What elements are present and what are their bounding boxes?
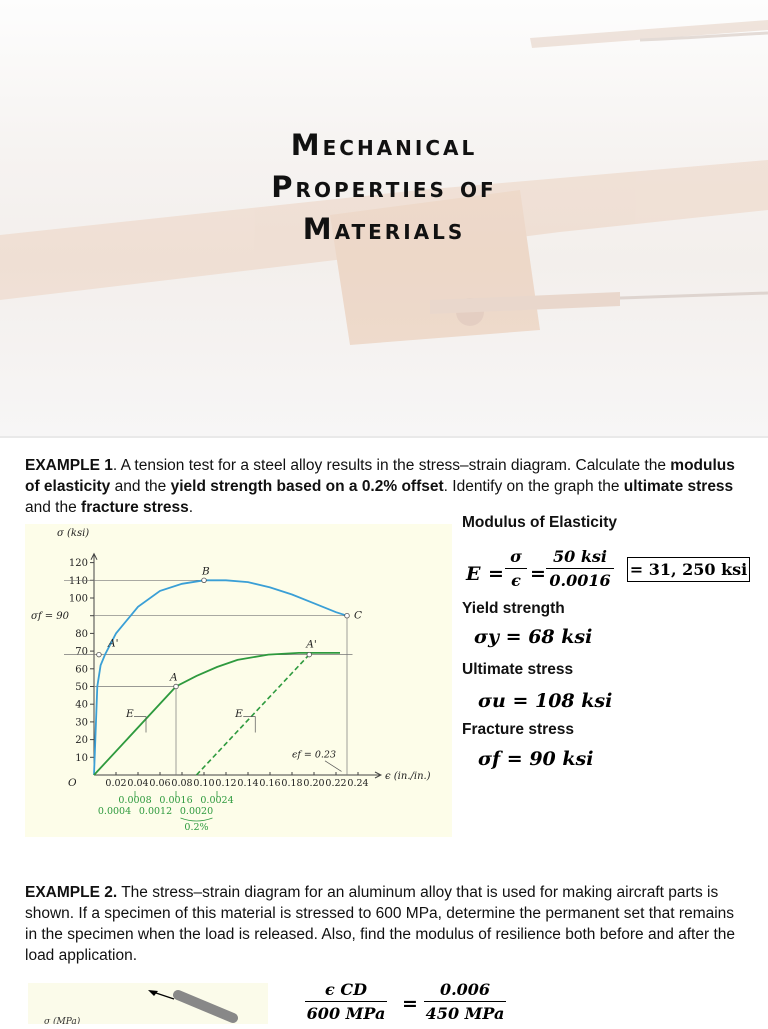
example1-label: EXAMPLE 1 bbox=[25, 457, 113, 474]
example1-b3: ultimate stress bbox=[623, 478, 734, 495]
x-tick-label: 0.18 bbox=[281, 778, 303, 789]
specimen-figure bbox=[28, 983, 268, 1024]
expanded-tick-label: 0.0024 bbox=[200, 795, 234, 806]
y-tick-label: 100 bbox=[68, 593, 88, 605]
x-tick-label: 0.08 bbox=[171, 778, 193, 789]
modulus-fraction bbox=[546, 547, 614, 590]
x-tick-label: 0.02 bbox=[105, 778, 127, 789]
modulus-result-box: = 31, 250 ksi bbox=[627, 557, 750, 582]
yield-equation: σy = 68 ksi bbox=[474, 626, 593, 648]
example1-b1: modulus of elasticity bbox=[25, 457, 735, 495]
example1-t2: and the bbox=[110, 478, 171, 495]
ultimate-equation: σu = 108 ksi bbox=[478, 690, 613, 712]
page-title bbox=[0, 124, 768, 250]
example1-b4: fracture stress bbox=[81, 499, 189, 516]
ratio-left bbox=[305, 980, 387, 1023]
title-banner bbox=[0, 0, 768, 436]
offset-brace bbox=[181, 818, 213, 821]
expanded-tick-label: 0.0016 bbox=[159, 795, 193, 806]
x-tick-label: 0.06 bbox=[149, 778, 171, 789]
example1-t4: and the bbox=[25, 499, 82, 516]
example1-text bbox=[25, 455, 745, 518]
x-tick-label: 0.04 bbox=[127, 778, 149, 789]
y-tick-label: 110 bbox=[68, 575, 88, 587]
ratio-left-den: 600 MPa bbox=[306, 1004, 386, 1023]
y-tick-label: 30 bbox=[75, 717, 88, 729]
equals-sign-2: = bbox=[530, 563, 546, 585]
fracture-strain-pointer bbox=[325, 761, 342, 772]
title-line-2: Properties of bbox=[271, 170, 497, 204]
example1-b2: yield strength based on a 0.2% offset bbox=[170, 478, 444, 495]
point-label: A bbox=[170, 671, 178, 684]
y-tick-label: σf = 90 bbox=[31, 611, 69, 623]
ratio-right-num: 0.006 bbox=[439, 980, 491, 999]
title-line-1: Mechanical bbox=[290, 128, 478, 162]
expanded-tick-label: 0.0012 bbox=[138, 806, 173, 817]
fracture-strain-label: ϵf = 0.23 bbox=[292, 749, 336, 761]
example1-t1: . A tension test for a steel alloy results in the stress–strain diagram. Calculate the bbox=[112, 457, 671, 474]
y-tick-label: 60 bbox=[75, 664, 88, 676]
curve-point bbox=[202, 578, 207, 583]
point-label: C bbox=[354, 609, 363, 622]
x-tick-label: 0.24 bbox=[347, 778, 369, 789]
point-label: A' bbox=[306, 638, 317, 651]
example2-label: EXAMPLE 2. bbox=[25, 884, 118, 901]
y-tick-label: 40 bbox=[75, 699, 88, 711]
modulus-denominator: 0.0016 bbox=[549, 571, 611, 590]
fracture-label: Fracture stress bbox=[462, 721, 575, 738]
mpa-axis-label: σ (MPa) bbox=[44, 1017, 81, 1024]
x-tick-label: 0.22 bbox=[325, 778, 347, 789]
x-tick-label: 0.16 bbox=[259, 778, 281, 789]
x-tick-label: 0.12 bbox=[215, 778, 237, 789]
expanded-tick-label: 0.0020 bbox=[179, 806, 214, 817]
y-tick-label: 80 bbox=[75, 628, 88, 640]
expanded-tick-label: 0.0008 bbox=[118, 795, 152, 806]
origin-label: O bbox=[68, 777, 77, 789]
epsilon-symbol: ϵ bbox=[511, 571, 521, 590]
point-label: B bbox=[202, 565, 210, 578]
sigma-symbol: σ bbox=[510, 547, 522, 566]
stress-strain-curve-full bbox=[94, 580, 347, 775]
y-tick-label: 120 bbox=[68, 558, 88, 570]
y-tick-label: 50 bbox=[75, 682, 88, 693]
curve-point bbox=[307, 652, 312, 657]
y-axis-label: σ (ksi) bbox=[57, 528, 90, 539]
curve-point bbox=[174, 684, 179, 689]
fracture-equation: σf = 90 ksi bbox=[478, 748, 594, 770]
chart-svg bbox=[25, 524, 452, 837]
x-tick-label: 0.10 bbox=[193, 778, 215, 789]
example2-figure bbox=[28, 983, 268, 1024]
curve-point bbox=[345, 613, 350, 618]
equals-sign-1: = bbox=[488, 563, 504, 585]
offset-label: 0.2% bbox=[184, 822, 209, 833]
x-axis-label: ϵ (in./in.) bbox=[385, 771, 431, 782]
ratio-left-num: ϵ CD bbox=[325, 980, 367, 999]
example2-text bbox=[25, 882, 745, 966]
point-label: E bbox=[126, 708, 134, 721]
example1-t5: . bbox=[188, 499, 194, 516]
x-tick-label: 0.14 bbox=[237, 778, 259, 789]
y-tick-label: 10 bbox=[75, 752, 88, 764]
yield-label: Yield strength bbox=[462, 600, 565, 617]
point-label: E bbox=[235, 708, 243, 721]
divider bbox=[0, 436, 768, 438]
specimen-shape bbox=[178, 995, 233, 1018]
point-label: A' bbox=[108, 637, 119, 650]
y-tick-label: 70 bbox=[75, 646, 88, 658]
ratio-right bbox=[424, 980, 506, 1023]
ratio-right-den: 450 MPa bbox=[425, 1004, 505, 1023]
modulus-label: Modulus of Elasticity bbox=[462, 514, 618, 531]
ratio-equals: = bbox=[402, 993, 418, 1015]
title-line-3: Materials bbox=[302, 212, 466, 246]
sigma-over-epsilon bbox=[505, 547, 527, 590]
curve-point bbox=[97, 652, 102, 657]
example1-t3: . Identify on the graph the bbox=[443, 478, 624, 495]
expanded-tick-label: 0.0004 bbox=[97, 806, 132, 817]
example2-body: The stress–strain diagram for an aluminum alloy that is used for making aircraft parts is shown. If a specimen of this material is stressed to 600 MPa, determine the permanent set that remains in the specimen when the load is released. Also, find the modulus of resilience both before and after the load application. bbox=[25, 884, 735, 964]
y-tick-label: 20 bbox=[75, 735, 88, 747]
x-tick-label: 0.20 bbox=[303, 778, 325, 789]
modulus-numerator: 50 ksi bbox=[552, 547, 607, 566]
e-symbol: E bbox=[466, 563, 481, 585]
stress-strain-chart bbox=[25, 524, 452, 837]
ultimate-label: Ultimate stress bbox=[462, 661, 574, 678]
